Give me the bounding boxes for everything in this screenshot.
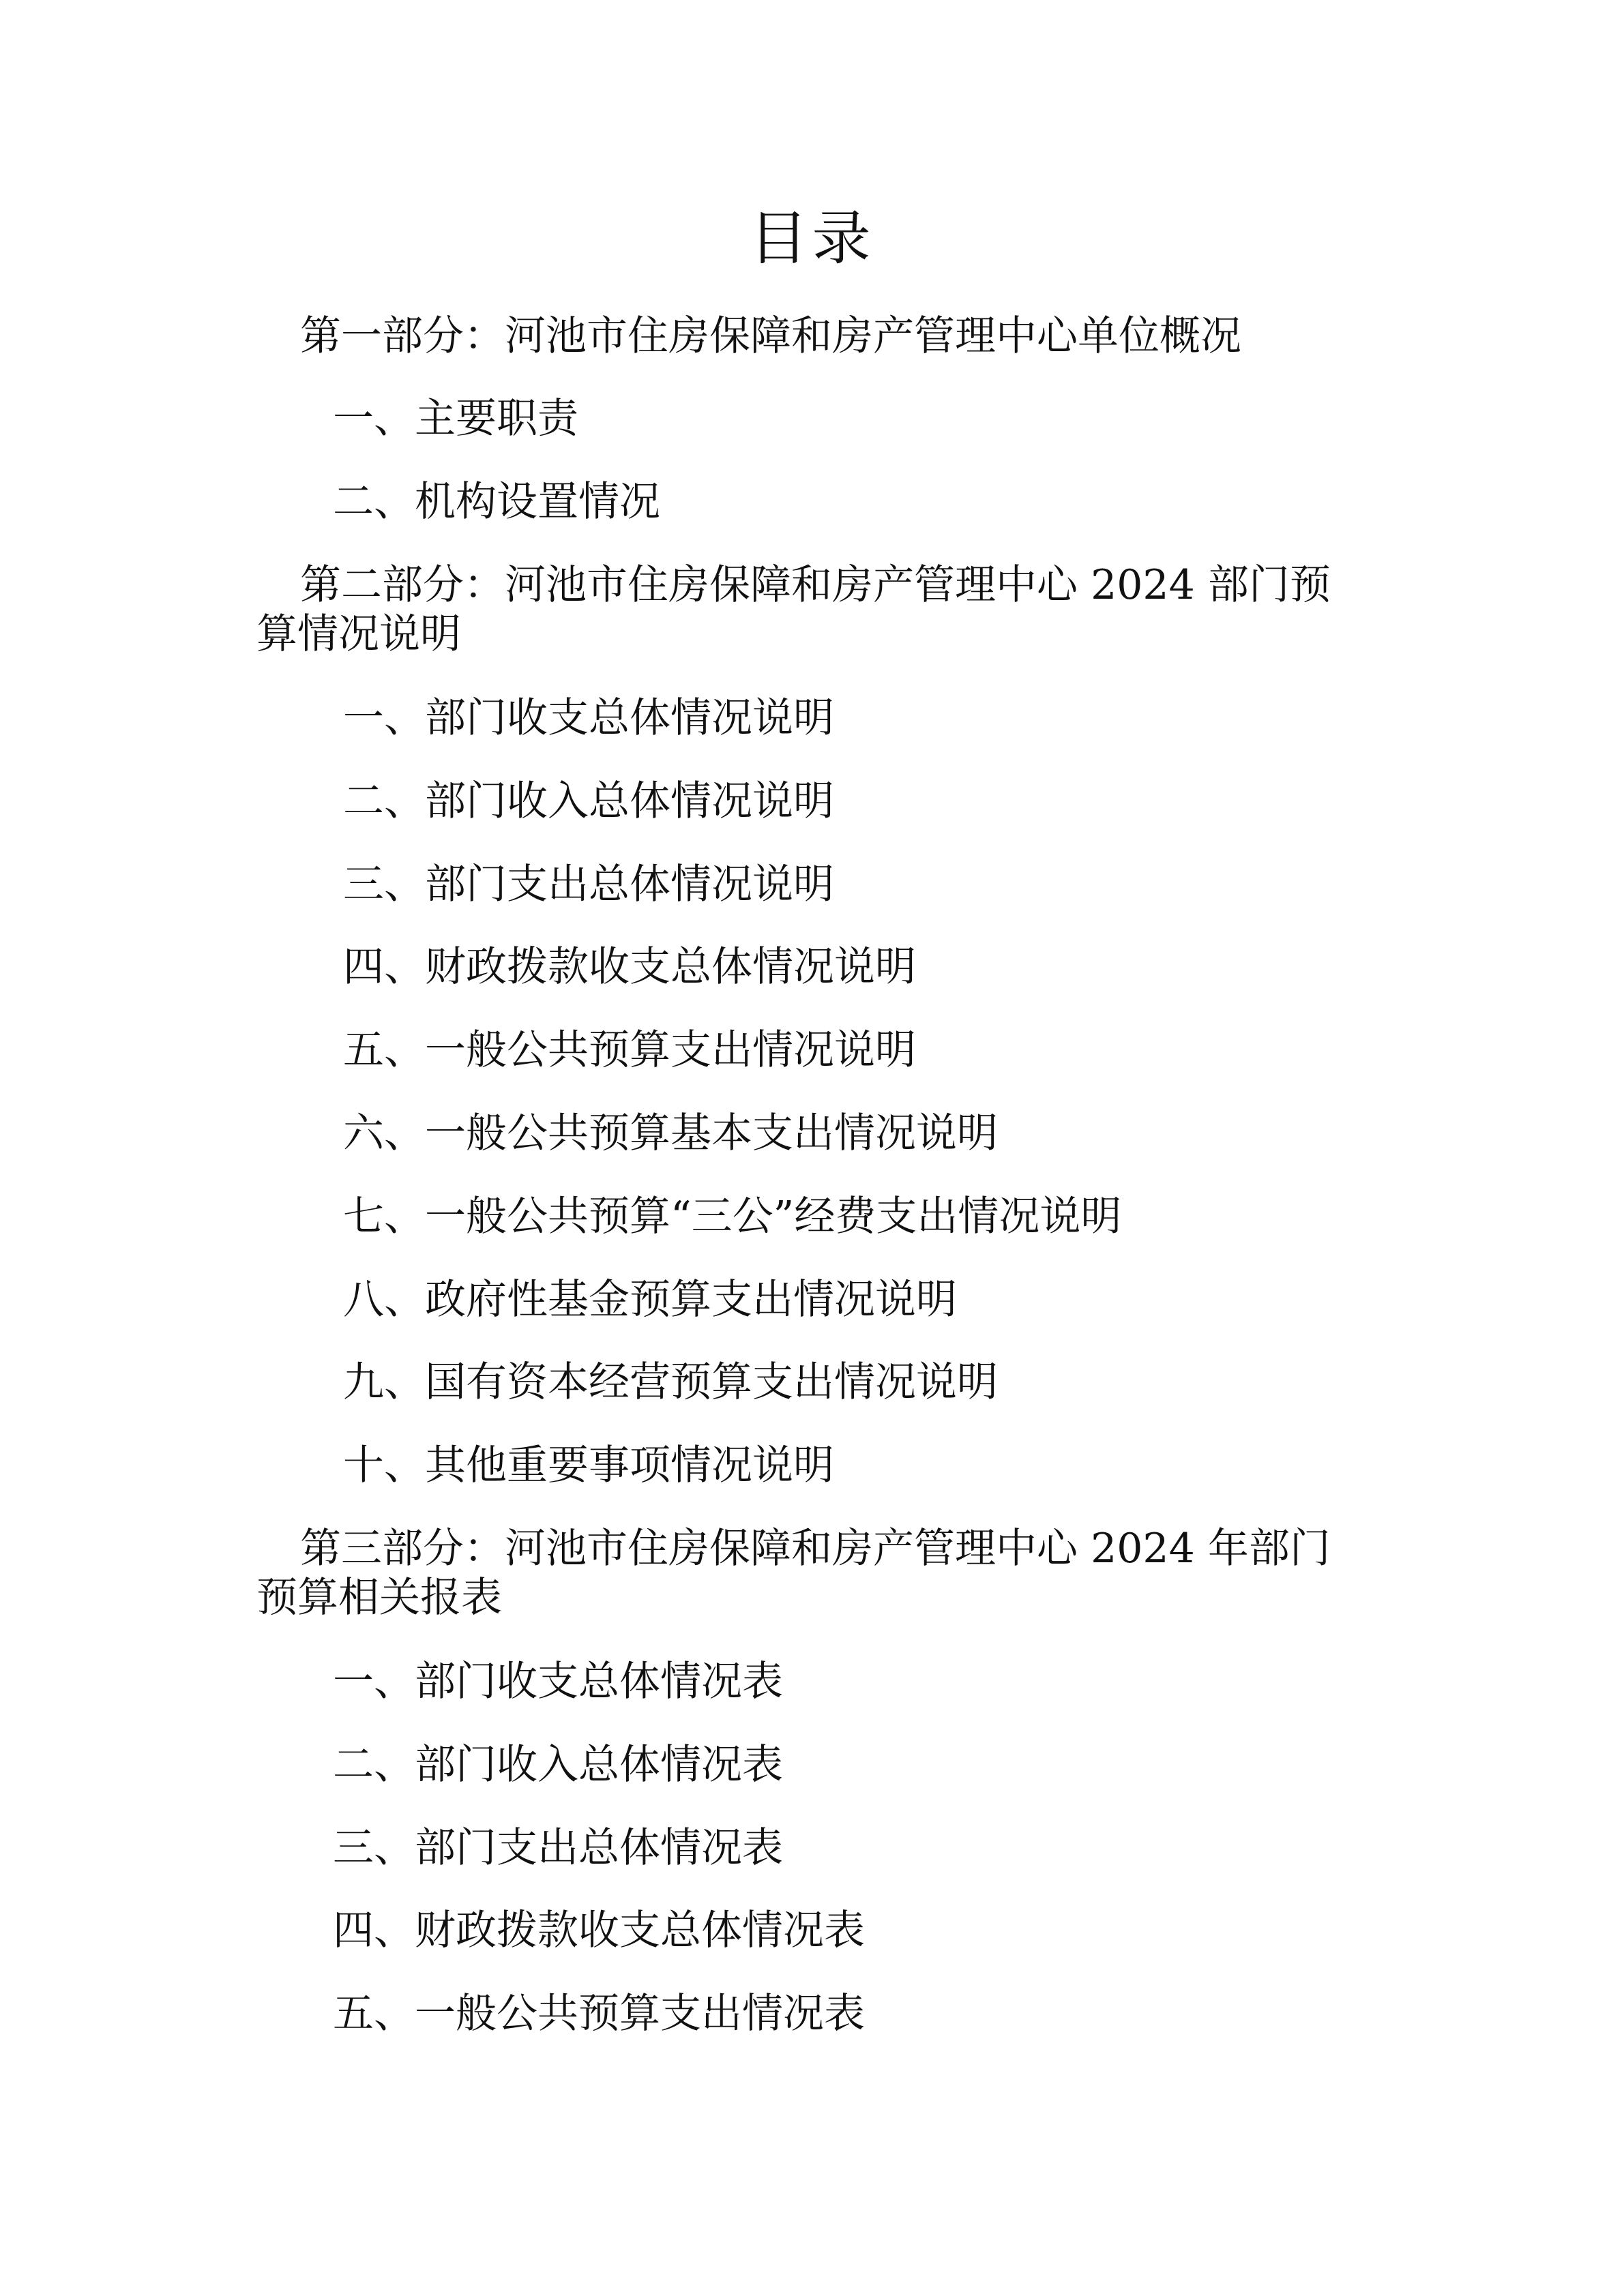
part2-item-10: 十、其他重要事项情况说明	[343, 1442, 834, 1489]
part3-heading-line2: 预算相关报表	[256, 1574, 502, 1622]
part3-item-3: 三、部门支出总体情况表	[333, 1824, 783, 1872]
part1-item-1: 一、主要职责	[333, 395, 578, 443]
part2-heading-line1	[256, 561, 1382, 610]
part3-item-1: 一、部门收支总体情况表	[333, 1658, 783, 1705]
toc-title: 目录	[749, 205, 875, 273]
part2-heading-line2: 算情况说明	[256, 610, 461, 658]
part2-item-2: 二、部门收入总体情况说明	[343, 777, 834, 825]
part2-item-3: 三、部门支出总体情况说明	[343, 861, 834, 908]
part3-item-2: 二、部门收入总体情况表	[333, 1741, 783, 1789]
part2-heading	[256, 561, 1382, 659]
part3-heading-line1	[256, 1524, 1382, 1573]
part3-heading	[256, 1524, 1382, 1622]
part2-item-1: 一、部门收支总体情况说明	[343, 694, 834, 742]
part2-item-4: 四、财政拨款收支总体情况说明	[343, 943, 916, 991]
part3-heading-line1-text: 第三部分：河池市住房保障和房产管理中心 2024 年部门	[300, 1525, 1331, 1572]
part3-item-4: 四、财政拨款收支总体情况表	[333, 1907, 865, 1954]
part1-item-2: 二、机构设置情况	[333, 478, 660, 526]
part2-item-6: 六、一般公共预算基本支出情况说明	[343, 1109, 998, 1157]
part2-item-8: 八、政府性基金预算支出情况说明	[343, 1276, 957, 1324]
part2-item-5: 五、一般公共预算支出情况说明	[343, 1026, 916, 1074]
part2-heading-line1-text: 第二部分：河池市住房保障和房产管理中心 2024 部门预	[300, 561, 1331, 609]
part2-item-9: 九、国有资本经营预算支出情况说明	[343, 1358, 998, 1406]
part2-item-7: 七、一般公共预算“三公”经费支出情况说明	[343, 1193, 1122, 1240]
part3-item-5: 五、一般公共预算支出情况表	[333, 1990, 865, 2038]
part1-heading: 第一部分：河池市住房保障和房产管理中心单位概况	[300, 312, 1241, 360]
